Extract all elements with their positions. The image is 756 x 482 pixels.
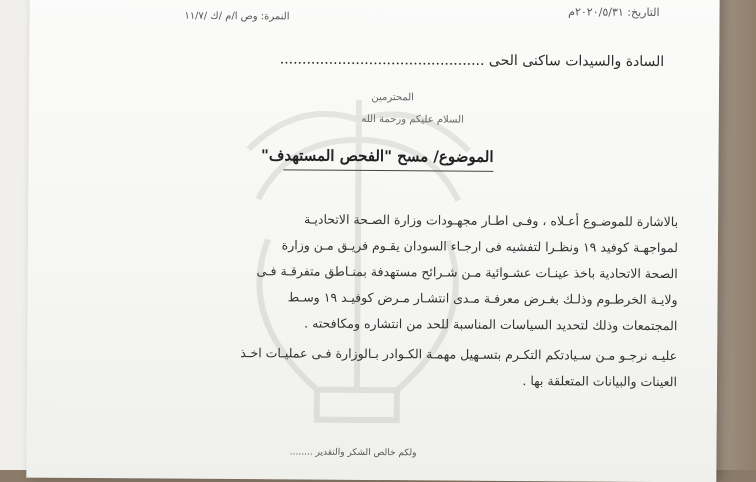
- body-line: المجتمعات وذلك لتحديد السياسات المناسبة للحد من انتشاره ومكافحته .: [304, 315, 678, 334]
- letter-addressee: السادة والسيدات ساكنى الحى ..............................................: [279, 51, 665, 71]
- body-line: ولايـة الخرطـوم وذلـك بغـرض معرفـة مـدى انتشـار مـرض كوفيـد ١٩ وسـط: [287, 289, 678, 308]
- letter-subject: الموضوع/ مسح "الفحص المستهدف": [260, 146, 494, 166]
- body-line: عليـه نرجـو مـن سـيادتكم التكـرم بتسـهيل مهمـة الكـوادر بـالوزارة فـى عمليـات اخـذ: [240, 345, 678, 364]
- letter-greeting: السلام عليكم ورحمة الله: [361, 113, 464, 126]
- body-line: لمواجهـة كوفيد ١٩ ونظـرا لتفشيه فى ارجـاء السودان يقـوم فريـق مـن وزارة: [281, 237, 678, 256]
- body-line: الصحة الاتحادية باخذ عينـات عشـوائية مـن شـرائح مستهدفة بمنـاطق متفرقـة فـى: [256, 263, 678, 282]
- letter-date: التاريخ: ٢٠٢٠/٥/٣١م: [568, 5, 660, 19]
- letter-reference: النمرة: وص ا/م /ك /١١/٧: [184, 10, 290, 23]
- body-line: العينات والبيانات المتعلقة بها .: [522, 373, 678, 390]
- body-line: بالاشارة للموضـوع أعـلاه ، وفـى اطـار مجهـودات وزارة الصـحة الاتحاديـة: [304, 211, 679, 230]
- letter-salutation: المحترمين: [371, 91, 414, 104]
- letter-closing: ولكم خالص الشكر والتقدير ........: [289, 447, 417, 459]
- letter-paper: [26, 0, 719, 482]
